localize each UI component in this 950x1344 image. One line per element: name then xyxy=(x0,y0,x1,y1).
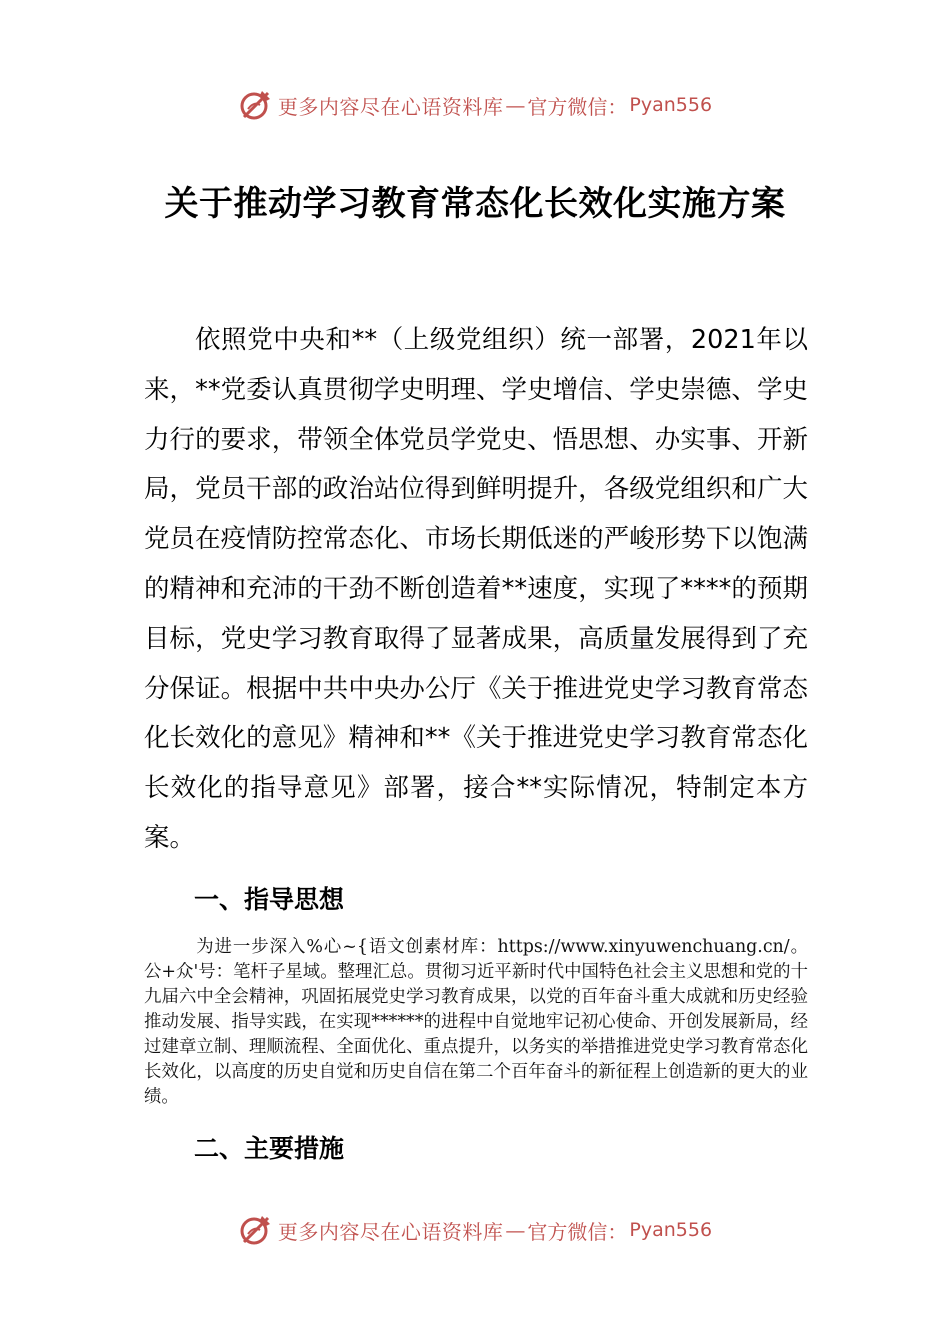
banner-wechat-id: Pyan556 xyxy=(629,1219,713,1241)
banner-dash: — xyxy=(505,93,526,117)
footer-banner xyxy=(0,1210,950,1250)
intro-paragraph: 依照党中央和**（上级党组织）统一部署，2021年以来，**党委认真贯彻学史明理、学史增信、学史崇德、学史力行的要求，带领全体党员学党史、悟思想、办实事、开新局，党员干部的政治站位得到鲜明提升，各级党组织和广大党员在疫情防控常态化、市场长期低迷的严峻形势下以饱满的精神和充沛的干劲不断创造着**速度，实现了****的预期目标，党史学习教育取得了显著成果，高质量发展得到了充分保证。根据中共中央办公厅《关于推进党史学习教育常态化长效化的意见》精神和**《关于推进党史学习教育常态化长效化的指导意见》部署，接合**实际情况，特制定本方案。 xyxy=(144,325,808,853)
banner-wechat-label: 官方微信： xyxy=(527,94,628,119)
banner-wechat-id: Pyan556 xyxy=(629,94,713,116)
section-heading-guiding-thought: 一、指导思想 xyxy=(194,885,345,914)
section-heading-main-measures: 二、主要措施 xyxy=(194,1134,345,1163)
pen-logo-icon xyxy=(238,1212,274,1248)
pen-logo-icon xyxy=(238,87,274,123)
banner-text: 更多内容尽在心语资料库 xyxy=(277,94,504,119)
header-banner xyxy=(0,85,950,125)
guiding-thought-paragraph: 为进一步深入%心~{语文创素材库：https://www.xinyuwenchuang.cn/。公+众'号：笔杆子星域。整理汇总。贯彻习近平新时代中国特色社会主义思想和党的十九届六中全会精神，巩固拓展党史学习教育成果，以党的百年奋斗重大成就和历史经验推动发展、指导实践，在实现******的进程中自觉地牢记初心使命、开创发展新局，经过建章立制、理顺流程、全面优化、重点提升，以务实的举措推进党史学习教育常态化长效化，以高度的历史自觉和历史自信在第二个百年奋斗的新征程上创造新的更大的业绩。 xyxy=(144,937,808,1107)
document-title: 关于推动学习教育常态化长效化实施方案 xyxy=(164,184,786,224)
banner-wechat-label: 官方微信： xyxy=(527,1219,628,1244)
banner-text: 更多内容尽在心语资料库 xyxy=(277,1219,504,1244)
banner-dash: — xyxy=(505,1218,526,1242)
